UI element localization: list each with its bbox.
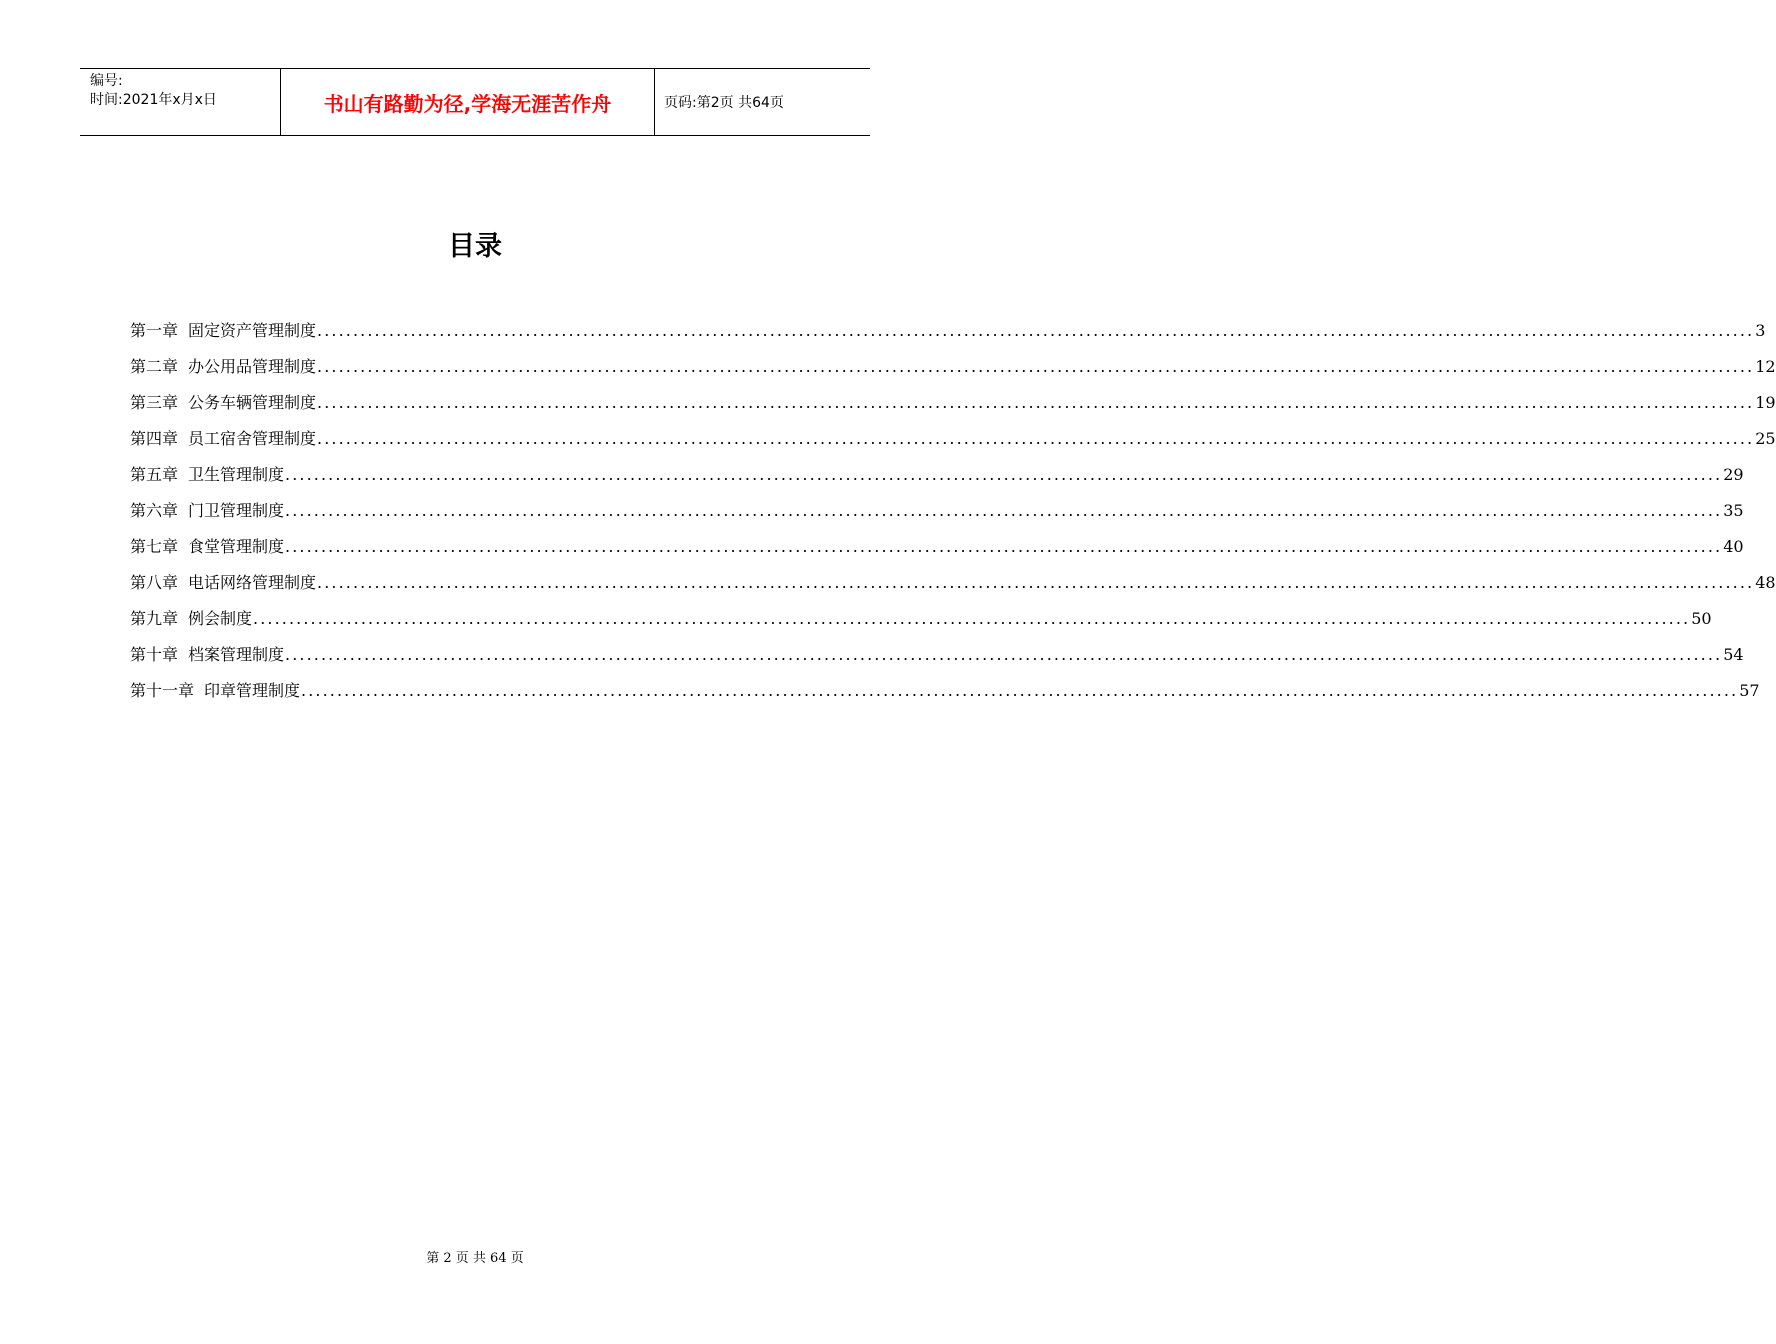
toc-entry-page: 57 (1739, 681, 1760, 700)
page-header (80, 68, 870, 136)
toc-leader-dots: ........................................................................................................................................................................................................ (285, 501, 1723, 520)
toc-title: 目录 (448, 231, 502, 262)
header-number-label: 编号: (90, 73, 123, 89)
toc-leader-dots: ........................................................................................................................................................................................................ (317, 321, 1755, 340)
toc-entry-name: 档案管理制度 (188, 645, 285, 664)
toc-entry-name: 门卫管理制度 (188, 501, 285, 520)
toc-entry-label (130, 318, 316, 341)
toc-leader-dots: ........................................................................................................................................................................................................ (317, 393, 1755, 412)
toc-leader-dots: ........................................................................................................................................................................................................ (317, 573, 1755, 592)
toc-entry[interactable] (130, 570, 1776, 606)
toc-entry-name: 印章管理制度 (204, 681, 301, 700)
toc-entry-page: 50 (1691, 609, 1712, 628)
header-motto: 书山有路勤为径,学海无涯苦作舟 (281, 69, 655, 135)
toc-entry-page: 35 (1723, 501, 1744, 520)
toc-entry-page: 19 (1755, 393, 1776, 412)
table-of-contents (130, 318, 1776, 714)
toc-entry[interactable] (130, 390, 1776, 426)
toc-entry-page: 12 (1755, 357, 1776, 376)
toc-entry-label (130, 678, 300, 701)
toc-entry-label (130, 462, 284, 485)
toc-entry[interactable] (130, 534, 1744, 570)
toc-entry[interactable] (130, 354, 1776, 390)
toc-entry-chapter: 第十章 (130, 645, 179, 664)
toc-entry-label (130, 642, 284, 665)
toc-leader-dots: ........................................................................................................................................................................................................ (301, 681, 1739, 700)
toc-entry-name: 卫生管理制度 (188, 465, 285, 484)
toc-entry-name: 例会制度 (188, 609, 253, 628)
toc-entry-name: 食堂管理制度 (188, 537, 285, 556)
toc-entry-name: 办公用品管理制度 (188, 357, 317, 376)
toc-entry-chapter: 第八章 (130, 573, 179, 592)
header-page-info: 页码:第2页 共64页 (664, 95, 784, 111)
toc-entry-chapter: 第十一章 (130, 681, 195, 700)
toc-entry[interactable] (130, 318, 1766, 354)
toc-entry[interactable] (130, 606, 1712, 642)
toc-entry[interactable] (130, 498, 1744, 534)
toc-leader-dots: ........................................................................................................................................................................................................ (317, 429, 1755, 448)
toc-entry-label (130, 354, 316, 377)
toc-entry-page: 3 (1755, 321, 1766, 340)
toc-entry[interactable] (130, 642, 1744, 678)
toc-entry-chapter: 第六章 (130, 501, 179, 520)
toc-leader-dots: ........................................................................................................................................................................................................ (285, 465, 1723, 484)
toc-entry-label (130, 570, 316, 593)
toc-entry-chapter: 第四章 (130, 429, 179, 448)
toc-entry-name: 公务车辆管理制度 (188, 393, 317, 412)
toc-entry-chapter: 第一章 (130, 321, 179, 340)
toc-entry-page: 54 (1723, 645, 1744, 664)
header-meta-cell (80, 69, 281, 135)
toc-leader-dots: ........................................................................................................................................................................................................ (285, 537, 1723, 556)
toc-entry[interactable] (130, 426, 1776, 462)
toc-entry-chapter: 第九章 (130, 609, 179, 628)
toc-entry-label (130, 606, 252, 629)
toc-entry-label (130, 534, 284, 557)
page-footer: 第 2 页 共 64 页 (426, 1251, 524, 1266)
toc-entry-chapter: 第二章 (130, 357, 179, 376)
toc-entry-chapter: 第五章 (130, 465, 179, 484)
toc-entry-name: 员工宿舍管理制度 (188, 429, 317, 448)
toc-entry-label (130, 390, 316, 413)
toc-leader-dots: ........................................................................................................................................................................................................ (253, 609, 1691, 628)
toc-leader-dots: ........................................................................................................................................................................................................ (285, 645, 1723, 664)
toc-entry-chapter: 第三章 (130, 393, 179, 412)
header-time-label: 时间:2021年x月x日 (90, 92, 217, 108)
toc-entry-name: 电话网络管理制度 (188, 573, 317, 592)
toc-entry-page: 25 (1755, 429, 1776, 448)
toc-entry-chapter: 第七章 (130, 537, 179, 556)
toc-entry-label (130, 498, 284, 521)
toc-entry-page: 40 (1723, 537, 1744, 556)
toc-entry-name: 固定资产管理制度 (188, 321, 317, 340)
toc-leader-dots: ........................................................................................................................................................................................................ (317, 357, 1755, 376)
toc-entry[interactable] (130, 462, 1744, 498)
toc-entry-page: 29 (1723, 465, 1744, 484)
toc-entry[interactable] (130, 678, 1760, 714)
toc-entry-label (130, 426, 316, 449)
toc-entry-page: 48 (1755, 573, 1776, 592)
